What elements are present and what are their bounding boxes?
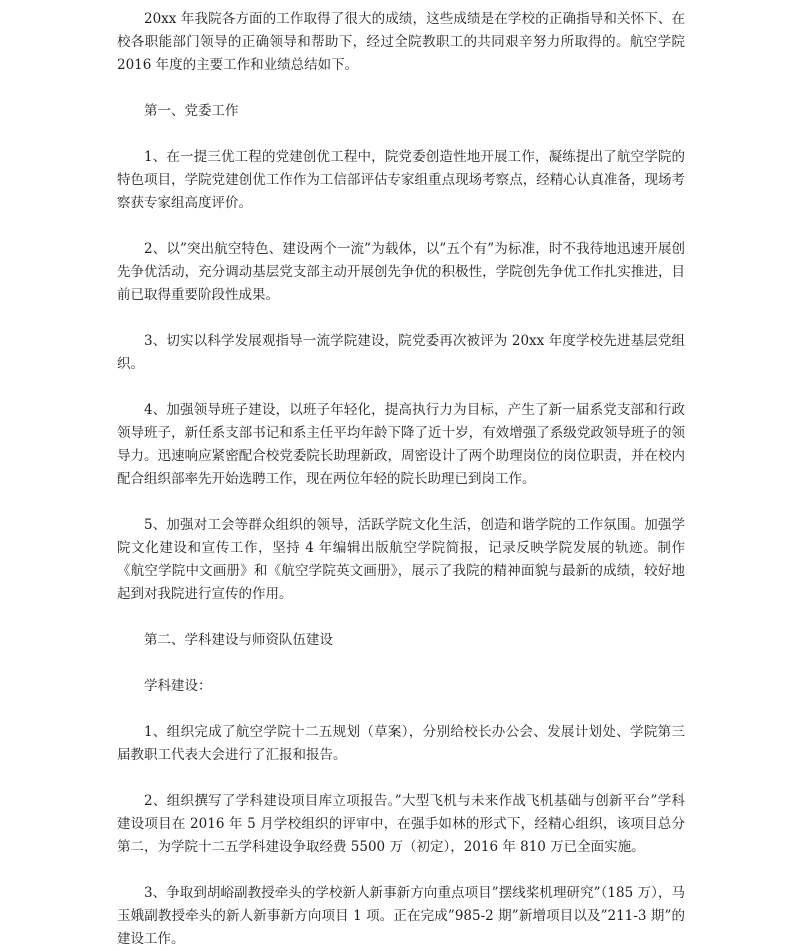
party-item-5: 5、加强对工会等群众组织的领导，活跃学院文化生活，创造和谐学院的工作氛围。加强学院文化建设和宣传工作，坚持 4 年编辑出版航空学院简报，记录反映学院发展的轨迹。制作《航空学院中文画册》和《航空学院英文画册》，展示了我院的精神面貌与最新的成绩，较好地起到对我院进行宣传的作用。: [117, 517, 685, 602]
document-page: [117, 8, 685, 951]
party-item-4: 4、加强领导班子建设，以班子年轻化，提高执行力为目标，产生了新一届系党支部和行政领导班子，新任系支部书记和系主任平均年龄下降了近十岁，有效增强了系级党政领导班子的领导力。迅速响应紧密配合校党委院长助理新政，周密设计了两个助理岗位的岗位职责，并在校内配合组织部率先开始选聘工作，现在两位年轻的院长助理已到岗工作。: [117, 402, 685, 487]
party-item-1: 1、在一提三优工程的党建创优工程中，院党委创造性地开展工作，凝练提出了航空学院的特色项目，学院党建创优工作作为工信部评估专家组重点现场考察点，经精心认真准备，现场考察获专家组高度评价。: [117, 149, 685, 211]
intro-paragraph: 20xx 年我院各方面的工作取得了很大的成绩，这些成绩是在学校的正确指导和关怀下、在校各职能部门领导的正确领导和帮助下，经过全院教职工的共同艰辛努力所取得的。航空学院 2016 年度的主要工作和业绩总结如下。: [117, 11, 685, 73]
discipline-item-2: 2、组织撰写了学科建设项目库立项报告。”大型飞机与未来作战飞机基础与创新平台”学科建设项目在 2016 年 5 月学校组织的评审中，在强手如林的形式下，经精心组织，该项目总分第二，为学院十二五学科建设争取经费 5500 万（初定），2016 年 810 万已全面实施。: [117, 793, 685, 855]
party-item-2: 2、以”突出航空特色、建设两个一流”为载体，以”五个有”为标准，时不我待地迅速开展创先争优活动，充分调动基层党支部主动开展创先争优的积极性，学院创先争优工作扎实推进，目前已取得重要阶段性成果。: [117, 241, 685, 303]
discipline-item-3: 3、争取到胡峪副教授牵头的学校新人新事新方向重点项目”摆线桨机理研究”（185 万），马玉娥副教授牵头的新人新事新方向项目 1 项。正在完成”985-2 期”新增项目以及”211-3 期”的建设工作。: [117, 885, 685, 947]
section-heading-discipline: 第二、学科建设与师资队伍建设: [144, 632, 333, 648]
subheading-discipline-building: 学科建设：: [144, 678, 212, 694]
discipline-item-1: 1、组织完成了航空学院十二五规划（草案），分别给校长办公会、发展计划处、学院第三届教职工代表大会进行了汇报和报告。: [117, 724, 685, 763]
section-heading-party: 第一、党委工作: [144, 103, 239, 119]
party-item-3: 3、切实以科学发展观指导一流学院建设，院党委再次被评为 20xx 年度学校先进基层党组织。: [117, 333, 685, 372]
